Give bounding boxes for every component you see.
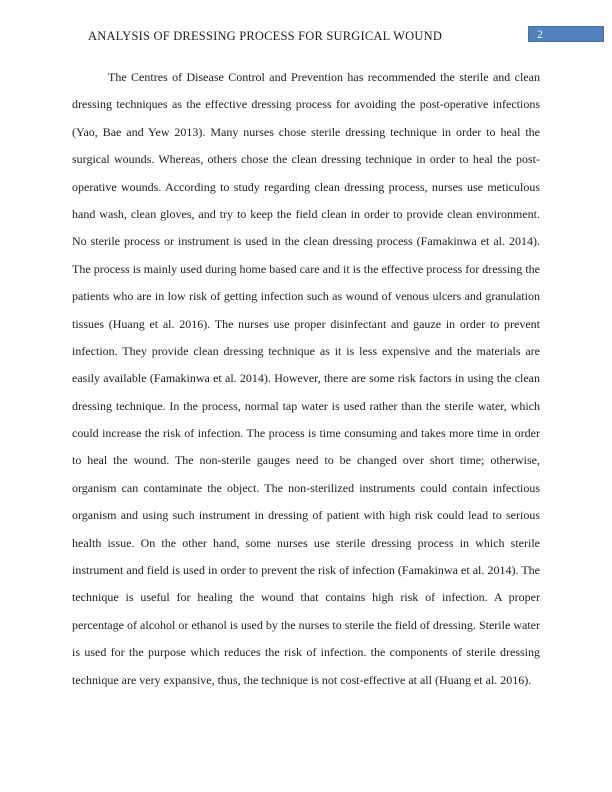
body-line: could increase the risk of infection. The process is time consuming and takes more time in order (72, 426, 540, 441)
body-line: organism and using such instrument in dressing of patient with high risk could lead to serious (72, 508, 540, 523)
body-line: infection. They provide clean dressing technique as it is less expensive and the materials are (72, 343, 540, 358)
body-line: (Yao, Bae and Yew 2013). Many nurses chose sterile dressing technique in order to heal the (72, 124, 540, 139)
body-line: easily available (Famakinwa et al. 2014). However, there are some risk factors in using the clean (72, 371, 540, 386)
body-line: tissues (Huang et al. 2016). The nurses use proper disinfectant and gauze in order to prevent (72, 316, 540, 331)
body-line: The Centres of Disease Control and Prevention has recommended the sterile and clean (108, 70, 540, 84)
body-line: technique is useful for healing the wound that contains high risk of infection. A proper (72, 590, 540, 605)
body-line: instrument and field is used in order to prevent the risk of infection (Famakinwa et al. 2014). The (72, 563, 540, 578)
body-line: operative wounds. According to study regarding clean dressing process, nurses use meticulous (72, 179, 540, 194)
body-line: percentage of alcohol or ethanol is used by the nurses to sterile the field of dressing. Sterile water (72, 617, 540, 632)
running-head-title: ANALYSIS OF DRESSING PROCESS FOR SURGICAL WOUND (88, 29, 443, 43)
body-text (72, 64, 540, 694)
body-line: health issue. On the other hand, some nurses use sterile dressing process in which sterile (72, 535, 540, 550)
body-line: No sterile process or instrument is used in the clean dressing process (Famakinwa et al. 2014). (72, 234, 540, 249)
page-number-badge (528, 26, 604, 42)
page-number: 2 (537, 27, 543, 41)
body-line: hand wash, clean gloves, and try to keep the field clean in order to provide clean environment. (72, 206, 540, 221)
body-line: to heal the wound. The non-sterile gauges need to be changed over short time; otherwise, (72, 453, 540, 468)
body-line: The process is mainly used during home based care and it is the effective process for dressing the (72, 261, 540, 276)
body-line: dressing technique. In the process, normal tap water is used rather than the sterile water, which (72, 398, 540, 413)
body-line: patients who are in low risk of getting infection such as wound of venous ulcers and granulation (72, 289, 540, 304)
body-line: dressing techniques as the effective dressing process for avoiding the post-operative infections (72, 97, 540, 112)
body-line: organism can contaminate the object. The non-sterilized instruments could contain infectious (72, 480, 540, 495)
body-line: is used for the purpose which reduces the risk of infection. the components of sterile dressing (72, 645, 540, 660)
body-line: technique are very expansive, thus, the technique is not cost-effective at all (Huang et al. 2016). (72, 672, 532, 687)
body-line: surgical wounds. Whereas, others chose the clean dressing technique in order to heal the post- (72, 152, 540, 167)
